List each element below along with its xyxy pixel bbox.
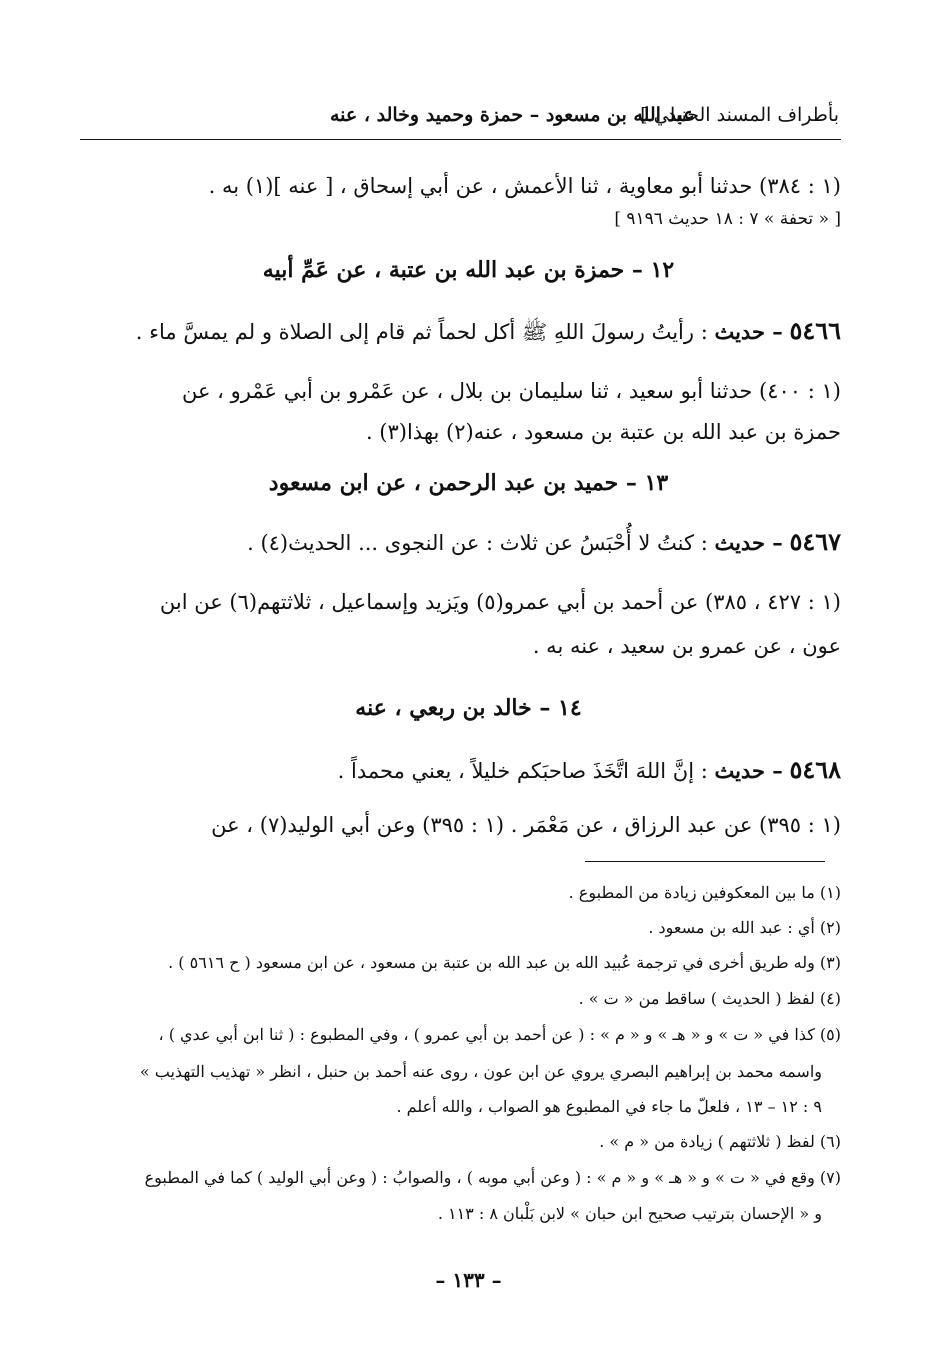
header-rule xyxy=(80,139,841,140)
footnote-3: (٣) وله طريق أخرى في ترجمة عُبيد الله بن عبد الله بن عتبة بن مسعود ، عن ابن مسعود ( ح ٥٦١٦ ) . xyxy=(168,953,841,972)
footnote-rule xyxy=(585,861,825,862)
hadith-5466 xyxy=(135,316,841,345)
hadith-5468 xyxy=(337,755,841,784)
body-line-5: (١ : ٤٠٠) حدثنا أبو سعيد ، ثنا سليمان بن بلال ، عن عَمْرو بن أبي عَمْرو ، عن xyxy=(181,379,841,403)
section-title-14: ١٤ – خالد بن ربعي ، عنه xyxy=(355,695,582,721)
hadith-label: – حديث xyxy=(714,530,783,555)
body-line-10: عون ، عن عمرو بن سعيد ، عنه به . xyxy=(532,634,841,658)
footnote-2: (٢) أي : عبد الله بن مسعود . xyxy=(648,918,841,937)
hadith-label: – حديث xyxy=(714,758,783,783)
body-line-9: (١ : ٤٢٧ ، ٣٨٥) عن أحمد بن أبي عمرو(٥) ويَزيد وإسماعيل ، ثلاثتهم(٦) عن ابن xyxy=(159,590,841,614)
footnote-4: (٤) لفظ ( الحديث ) ساقط من « ت » . xyxy=(578,989,841,1008)
hadith-number: ٥٤٦٧ xyxy=(789,527,841,556)
footnote-5-line-3: ٩ : ١٢ – ١٣ ، فلعلّ ما جاء في المطبوع هو الصواب ، والله أعلم . xyxy=(396,1097,822,1116)
hadith-text: : رأيتُ رسولَ اللهِ ﷺ أكل لحماً ثم قام إلى الصلاة و لم يمسَّ ماء . xyxy=(135,320,708,344)
hadith-number: ٥٤٦٦ xyxy=(789,316,841,345)
running-header-chapter-title: عبد الله بن مسعود – حمزة وحميد وخالد ، عنه xyxy=(330,104,695,126)
body-line-6: حمزة بن عبد الله بن عتبة بن مسعود ، عنه(٢) بهذا(٣) . xyxy=(365,420,841,444)
section-title-12: ١٢ – حمزة بن عبد الله بن عتبة ، عن عَمِّ أبيه xyxy=(262,257,675,283)
hadith-number: ٥٤٦٨ xyxy=(789,755,841,784)
footnote-5-line-2: واسمه محمد بن إبراهيم البصري يروي عن ابن عون ، روى عنه أحمد بن حنبل ، انظر « تهذيب التهذيب » xyxy=(139,1062,822,1081)
tuhfa-reference: [ « تحفة » ٧ : ١٨ حديث ٩١٩٦ ] xyxy=(614,209,841,229)
footnote-7-line-1: (٧) وقع في « ت » و « هـ » و « م » : ( وعن أبي موبه ) ، والصوابُ : ( وعن أبي الوليد ) كما في المطبوع xyxy=(144,1168,841,1187)
hadith-text: : كنتُ لا أُحْبَسُ عن ثلاث : عن النجوى ... الحديث(٤) . xyxy=(247,531,708,555)
footnote-5-line-1: (٥) كذا في « ت » و « هـ » و « م » : ( عن أحمد بن أبي عمرو ) ، وفي المطبوع : ( ثنا ابن أبي عدي ) ، xyxy=(158,1025,841,1044)
section-title-13: ١٣ – حميد بن عبد الرحمن ، عن ابن مسعود xyxy=(268,470,669,496)
hadith-5467 xyxy=(247,527,841,556)
footnote-7-line-2: و « الإحسان بترتيب صحيح ابن حبان » لابن بَلْبان ٨ : ١١٣ . xyxy=(437,1204,822,1223)
footnote-6: (٦) لفظ ( ثلاثتهم ) زيادة من « م » . xyxy=(599,1132,841,1151)
footnote-1: (١) ما بين المعكوفين زيادة من المطبوع . xyxy=(568,883,841,902)
running-header-book-title: بأطراف المسند الحنبلي ] xyxy=(640,104,839,126)
hadith-label: – حديث xyxy=(714,319,783,344)
hadith-text: : إنَّ اللهَ اتَّخَذَ صاحبَكم خليلاً ، يعني محمداً . xyxy=(337,759,708,783)
page-number: – ١٣٣ – xyxy=(435,1268,502,1292)
body-line-13: (١ : ٣٩٥) عن عبد الرزاق ، عن مَعْمَر . (١ : ٣٩٥) وعن أبي الوليد(٧) ، عن xyxy=(211,813,841,837)
body-line-1: (١ : ٣٨٤) حدثنا أبو معاوية ، ثنا الأعمش ، عن أبي إسحاق ، [ عنه ](١) به . xyxy=(208,174,841,198)
